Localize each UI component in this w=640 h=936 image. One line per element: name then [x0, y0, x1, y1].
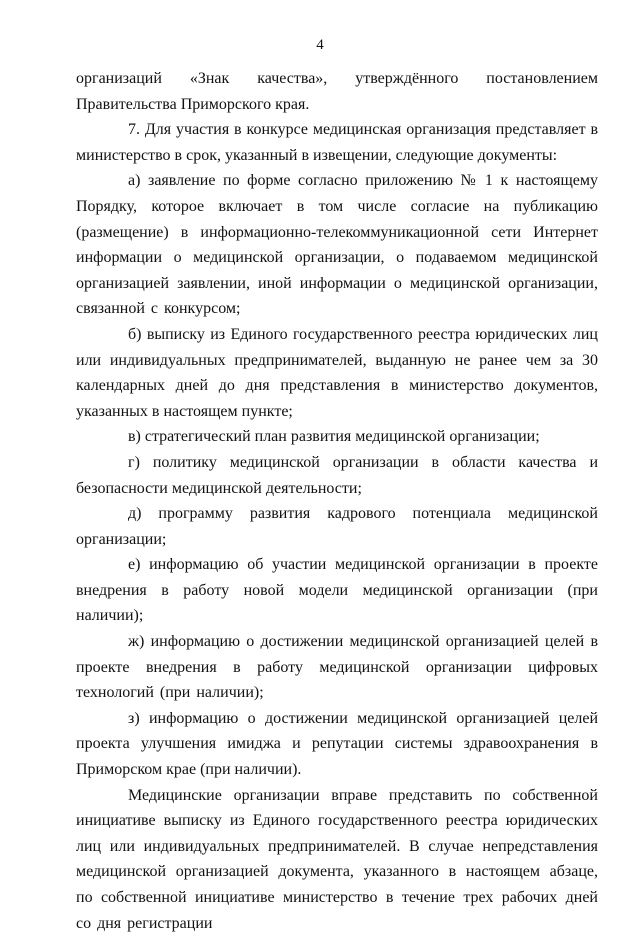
paragraph-subitem-a: а) заявление по форме согласно приложению № 1 к настоящему Порядку, которое включает в том числе согласие на публикацию (размещение) в информационно-телекоммуникационной сети Интернет информации о медицинской организации, о подаваемом медицинской организацией заявлении, иной информации о медицинской организации, связанной с конкурсом;: [76, 172, 598, 318]
paragraph-subitem-b: б) выписку из Единого государственного реестра юридических лиц или индивидуальных предпринимателей, выданную не ранее чем за 30 календарных дней до дня представления в министерство документов, указанных в настоящем пункте;: [76, 325, 598, 420]
paragraph-item-7: 7. Для участия в конкурсе медицинская организация представляет в министерство в срок, указанный в извещении, следующие документы:: [76, 121, 598, 164]
paragraph-subitem-d: д) программу развития кадрового потенциала медицинской организации;: [76, 505, 598, 548]
paragraph-continuation: организаций «Знак качества», утверждённого постановлением Правительства Приморского края.: [76, 70, 598, 113]
paragraph-medical-organizations: Медицинские организации вправе представить по собственной инициативе выписку из Единого государственного реестра юридических лиц или индивидуальных предпринимателей. В случае непредставления медицинской организацией документа, указанного в настоящем абзаце, по собственной инициативе министерство в течение трех рабочих дней со дня регистрации: [76, 786, 598, 932]
document-body: [76, 66, 598, 936]
paragraph-subitem-g: г) политику медицинской организации в области качества и безопасности медицинской деятельности;: [76, 453, 598, 497]
paragraph-subitem-z: з) информацию о достижении медицинской организацией целей проекта улучшения имиджа и репутации системы здравоохранения в Приморском крае (при наличии).: [76, 709, 598, 779]
page-number: 4: [316, 37, 324, 53]
paragraph-subitem-zh: ж) информацию о достижении медицинской организацией целей в проекте внедрения в работу медицинской организации цифровых технологий (при наличии);: [76, 633, 598, 702]
paragraph-subitem-e: е) информацию об участии медицинской организации в проекте внедрения в работу новой модели медицинской организации (при наличии);: [76, 556, 598, 625]
paragraph-subitem-v: в) стратегический план развития медицинской организации;: [128, 428, 540, 446]
